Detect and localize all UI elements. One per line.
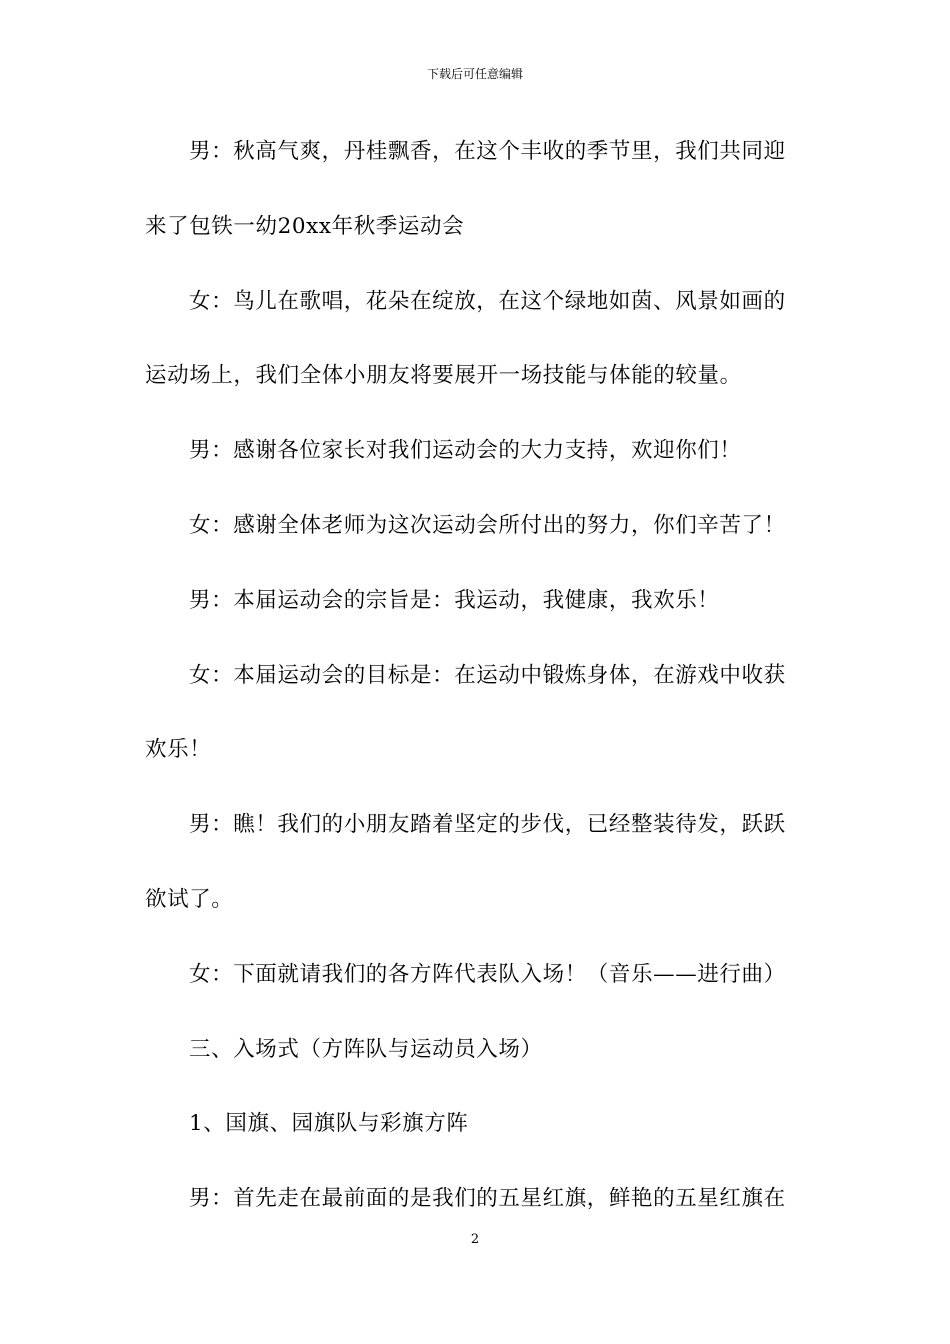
paragraph-line: 男：秋高气爽，丹桂飘香，在这个丰收的季节里，我们共同迎	[189, 139, 786, 164]
paragraph-line: 男：感谢各位家长对我们运动会的大力支持，欢迎你们！	[189, 438, 742, 464]
paragraph-line: 男：瞧！我们的小朋友踏着坚定的步伐，已经整装待发，跃跃	[189, 812, 786, 838]
page-number: 2	[470, 1232, 480, 1247]
paragraph-line: 男：本届运动会的宗旨是：我运动，我健康，我欢乐！	[189, 587, 720, 613]
document-body	[145, 126, 807, 1248]
paragraph-line: 欢乐！	[145, 737, 212, 763]
section-heading: 三、入场式（方阵队与运动员入场）	[189, 1036, 543, 1062]
page-header: 下载后可任意编辑	[426, 67, 523, 81]
paragraph-line: 女：鸟儿在歌唱，花朵在绽放，在这个绿地如茵、风景如画的	[189, 288, 786, 314]
paragraph-line: 女：本届运动会的目标是：在运动中锻炼身体，在游戏中收获	[189, 662, 786, 688]
paragraph-line: 欲试了。	[145, 886, 234, 912]
paragraph-line: 运动场上，我们全体小朋友将要展开一场技能与体能的较量。	[145, 363, 742, 389]
paragraph-line: 女：下面就请我们的各方阵代表队入场！（音乐——进行曲）	[189, 961, 786, 987]
paragraph-line: 女：感谢全体老师为这次运动会所付出的努力，你们辛苦了！	[189, 512, 786, 538]
subsection-heading: 1、国旗、园旗队与彩旗方阵	[189, 1111, 469, 1137]
paragraph-line: 来了包铁一幼20xx年秋季运动会	[145, 213, 465, 239]
paragraph-line: 男：首先走在最前面的是我们的五星红旗，鲜艳的五星红旗在	[189, 1186, 786, 1212]
